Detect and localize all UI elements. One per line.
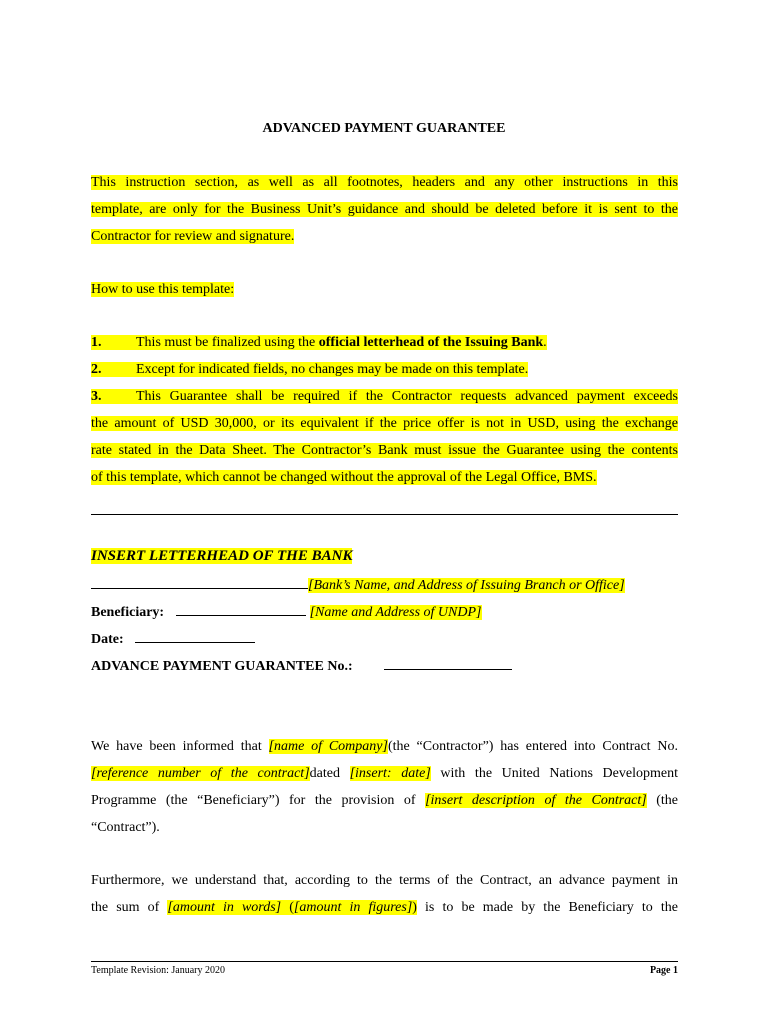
date-placeholder: [insert: date] bbox=[349, 766, 431, 781]
list-number: 2. bbox=[91, 362, 102, 377]
list-text-bold: official letterhead of the Issuing Bank bbox=[318, 335, 544, 350]
beneficiary-placeholder: [Name and Address of UNDP] bbox=[309, 605, 482, 620]
body-text: Furthermore, we understand that, according to the terms of the Contract, an advance payment in bbox=[91, 873, 678, 888]
beneficiary-row bbox=[91, 603, 482, 621]
guarantee-number-label: ADVANCE PAYMENT GUARANTEE No.: bbox=[91, 659, 353, 674]
body-paragraph-2 bbox=[91, 867, 678, 921]
bank-field-row bbox=[91, 576, 625, 594]
list-text: Except for indicated fields, no changes may be made on this template. bbox=[136, 362, 529, 377]
instruction-line: template, are only for the Business Unit’s guidance and should be deleted before it is sent to the bbox=[91, 202, 678, 217]
instruction-line: This instruction section, as well as all footnotes, headers and any other instructions in this bbox=[91, 175, 678, 190]
footer-revision: Template Revision: January 2020 bbox=[91, 965, 225, 976]
how-to-text: How to use this template: bbox=[91, 282, 235, 297]
body-text: “Contract”). bbox=[91, 820, 160, 835]
date-blank[interactable] bbox=[135, 630, 255, 643]
body-text: (the bbox=[646, 793, 678, 808]
letterhead-text: INSERT LETTERHEAD OF THE BANK bbox=[91, 548, 353, 564]
letterhead-placeholder bbox=[91, 548, 352, 565]
date-row bbox=[91, 630, 255, 648]
list-text: of this template, which cannot be changed without the approval of the Legal Office, BMS. bbox=[91, 470, 597, 485]
instruction-paragraph bbox=[91, 169, 678, 250]
body-text: (the “Contractor”) has entered into Contract No. bbox=[387, 739, 678, 754]
body-paragraph-1 bbox=[91, 733, 678, 841]
beneficiary-blank[interactable] bbox=[176, 603, 306, 616]
body-text: ( bbox=[281, 900, 294, 915]
footer-page-number: Page 1 bbox=[649, 965, 678, 976]
list-text: This must be finalized using the bbox=[136, 335, 319, 350]
document-title: ADVANCED PAYMENT GUARANTEE bbox=[262, 121, 506, 136]
list-text: rate stated in the Data Sheet. The Contractor’s Bank must issue the Guarantee using the contents bbox=[91, 443, 678, 458]
list-text: . bbox=[543, 335, 547, 350]
instruction-line: Contractor for review and signature. bbox=[91, 229, 295, 244]
body-text: We have been informed that bbox=[91, 739, 269, 754]
list-item bbox=[91, 356, 678, 383]
how-to-heading bbox=[91, 282, 678, 298]
body-text: ) bbox=[412, 900, 417, 915]
amount-figures-placeholder: [amount in figures] bbox=[293, 900, 413, 915]
contract-ref-placeholder: [reference number of the contract] bbox=[91, 766, 310, 781]
contract-description-placeholder: [insert description of the Contract] bbox=[425, 793, 647, 808]
date-label: Date: bbox=[91, 632, 124, 647]
list-item bbox=[91, 329, 678, 356]
beneficiary-label: Beneficiary: bbox=[91, 605, 165, 620]
body-text: is to be made by the Beneficiary to the bbox=[416, 900, 678, 915]
bank-name-blank[interactable] bbox=[91, 576, 308, 589]
list-item bbox=[91, 383, 678, 491]
company-placeholder: [name of Company] bbox=[268, 739, 388, 754]
guarantee-number-row bbox=[91, 657, 512, 675]
list-text: the amount of USD 30,000, or its equivalent if the price offer is not in USD, using the exchange bbox=[91, 416, 678, 431]
section-divider bbox=[91, 514, 678, 515]
list-number: 1. bbox=[91, 335, 102, 350]
body-text: the sum of bbox=[91, 900, 168, 915]
list-number: 3. bbox=[91, 389, 102, 404]
guarantee-number-blank[interactable] bbox=[384, 657, 512, 670]
amount-words-placeholder: [amount in words] bbox=[167, 900, 282, 915]
bank-field-placeholder: [Bank’s Name, and Address of Issuing Branch or Office] bbox=[308, 578, 625, 593]
body-text: dated bbox=[309, 766, 350, 781]
body-text: with the United Nations Development bbox=[430, 766, 678, 781]
list-text: This Guarantee shall be required if the Contractor requests advanced payment exceeds bbox=[136, 389, 678, 404]
body-text: Programme (the “Beneficiary”) for the provision of bbox=[91, 793, 426, 808]
footer-divider bbox=[91, 961, 678, 962]
